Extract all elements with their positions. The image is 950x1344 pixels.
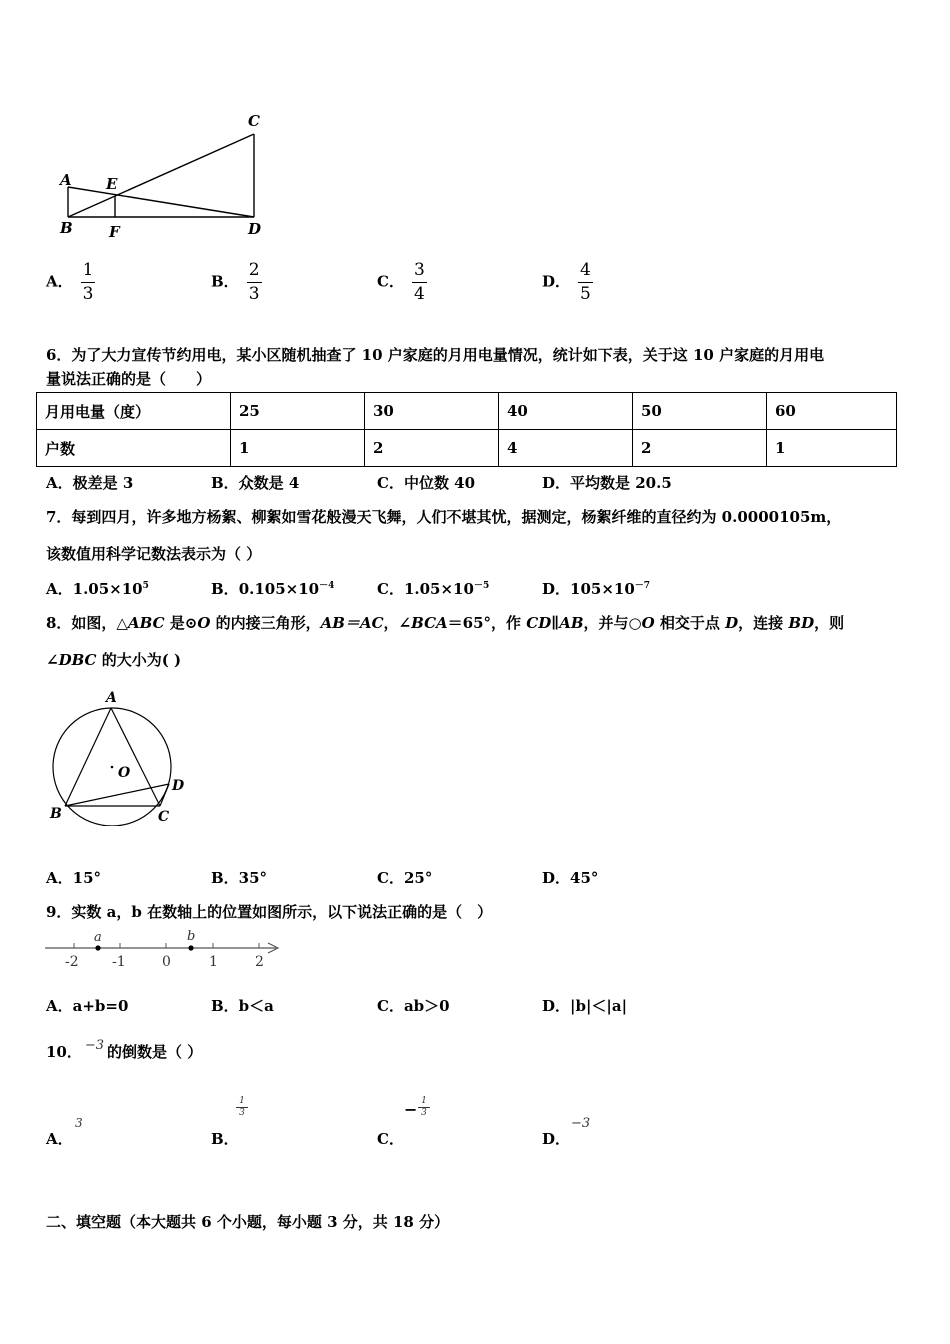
q9-option-a: A．a+b=0 <box>46 997 129 1015</box>
table-cell: 4 <box>499 430 633 467</box>
q5-option-b: B． $\frac{2}{3}$ <box>211 260 260 304</box>
table-cell: 40 <box>499 393 633 430</box>
table-row <box>37 393 897 430</box>
q7-option-c: C．$1.05\times 10^{-5}$ <box>377 580 490 598</box>
table-cell: 60 <box>767 393 897 430</box>
q6-option-d: D．平均数是 20.5 <box>542 474 672 492</box>
q10-option-d-value: −3 <box>571 1116 591 1131</box>
table-row <box>37 430 897 467</box>
q9-tick-label: 1 <box>209 954 218 970</box>
table-cell: 30 <box>365 393 499 430</box>
q7-option-d: D．$105\times 10^{-7}$ <box>542 580 651 598</box>
q10-option-a: A． <box>46 1130 73 1148</box>
q10-option-a-value: 3 <box>75 1116 83 1130</box>
fraction: $\frac{2}{3}$ <box>248 260 260 304</box>
q6-option-b: B．众数是 4 <box>211 474 300 492</box>
q5-label-e: E <box>106 175 118 193</box>
q5-label-d: D <box>248 220 262 238</box>
q5-label-c: C <box>248 112 260 130</box>
q5-option-d: D． $\frac{4}{5}$ <box>542 260 591 304</box>
q6-option-c: C．中位数 40 <box>377 474 476 492</box>
q10-option-d: D． <box>542 1130 571 1148</box>
fraction: $\frac{4}{5}$ <box>580 260 591 304</box>
table-cell: 2 <box>365 430 499 467</box>
section-2-title: 二、填空题（本大题共 6 个小题，每小题 3 分，共 18 分） <box>46 1213 450 1231</box>
q8-label-d: D <box>172 778 185 794</box>
q7-option-a: A．$1.05\times 10^5$ <box>46 580 149 598</box>
table-cell: 1 <box>231 430 365 467</box>
q10-option-c-sign: − <box>404 1100 418 1119</box>
table-cell: 月用电量（度） <box>37 393 231 430</box>
q9-option-c: C．ab＞0 <box>377 997 450 1015</box>
table-cell: 2 <box>633 430 767 467</box>
q5-label-f: F <box>109 223 120 241</box>
q7-stem-line1: 7．每到四月，许多地方杨絮、柳絮如雪花般漫天飞舞，人们不堪其忧，据测定，杨絮纤维的直径约为 0.0000105m， <box>46 508 842 526</box>
q5-option-c: C． $\frac{3}{4}$ <box>377 260 425 304</box>
q10-option-b-fraction: 1 3 <box>236 1097 248 1118</box>
q6-table <box>36 392 897 467</box>
q9-stem: 9．实数 a，b 在数轴上的位置如图所示，以下说法正确的是（ ） <box>46 903 493 921</box>
fraction: $\frac{3}{4}$ <box>413 260 425 304</box>
q8-label-b: B <box>50 806 62 822</box>
q10-stem: 10． −3 的倒数是（ ） <box>46 1038 203 1061</box>
q8-stem-line2: ∠DBC 的大小为( ) <box>46 651 182 669</box>
q10-option-b: B． <box>211 1130 239 1148</box>
table-cell: 1 <box>767 430 897 467</box>
fraction: $\frac{1}{3}$ <box>82 260 94 304</box>
q9-tick-label: 0 <box>162 954 171 970</box>
table-cell: 50 <box>633 393 767 430</box>
q5-label-a: A <box>60 171 72 189</box>
q5-option-a: A． $\frac{1}{3}$ <box>46 260 94 304</box>
q9-option-d: D．|b|＜|a| <box>542 997 628 1015</box>
q9-point-b: b <box>187 929 196 944</box>
q8-label-a: A <box>106 690 117 706</box>
q10-option-c-fraction: 1 3 <box>418 1097 430 1118</box>
q10-option-c: C． <box>377 1130 404 1148</box>
table-cell: 户数 <box>37 430 231 467</box>
q5-label-b: B <box>60 219 73 237</box>
table-cell: 25 <box>231 393 365 430</box>
q9-number-line <box>40 928 285 974</box>
q8-figure <box>44 686 204 826</box>
q8-label-c: C <box>158 809 170 825</box>
q7-stem-line2: 该数值用科学记数法表示为（ ） <box>46 545 262 563</box>
q5-figure <box>50 110 280 245</box>
q8-option-b: B．35° <box>211 869 268 887</box>
q9-point-a: a <box>94 930 102 945</box>
q9-option-b: B．b＜a <box>211 997 274 1015</box>
q6-stem-line2: 量说法正确的是（ ） <box>46 370 212 388</box>
q9-tick-label: -1 <box>112 954 126 970</box>
q8-option-c: C．25° <box>377 869 433 887</box>
q7-option-b: B．$0.105\times 10^{-4}$ <box>211 580 335 598</box>
q6-stem-line1: 6．为了大力宣传节约用电，某小区随机抽查了 10 户家庭的月用电量情况，统计如下表，关于这 10 户家庭的月用电 <box>46 346 825 364</box>
q9-tick-label: -2 <box>65 954 79 970</box>
q9-tick-label: 2 <box>255 954 264 970</box>
q8-stem-line1: 8．如图，△ABC 是⊙O 的内接三角形，AB＝AC，∠BCA＝65°，作 CD∥AB，并与○O 相交于点 D，连接 BD，则 <box>46 614 845 632</box>
q8-label-o: O <box>118 765 131 781</box>
q6-option-a: A．极差是 3 <box>46 474 134 492</box>
q8-option-d: D．45° <box>542 869 599 887</box>
q8-option-a: A．15° <box>46 869 102 887</box>
